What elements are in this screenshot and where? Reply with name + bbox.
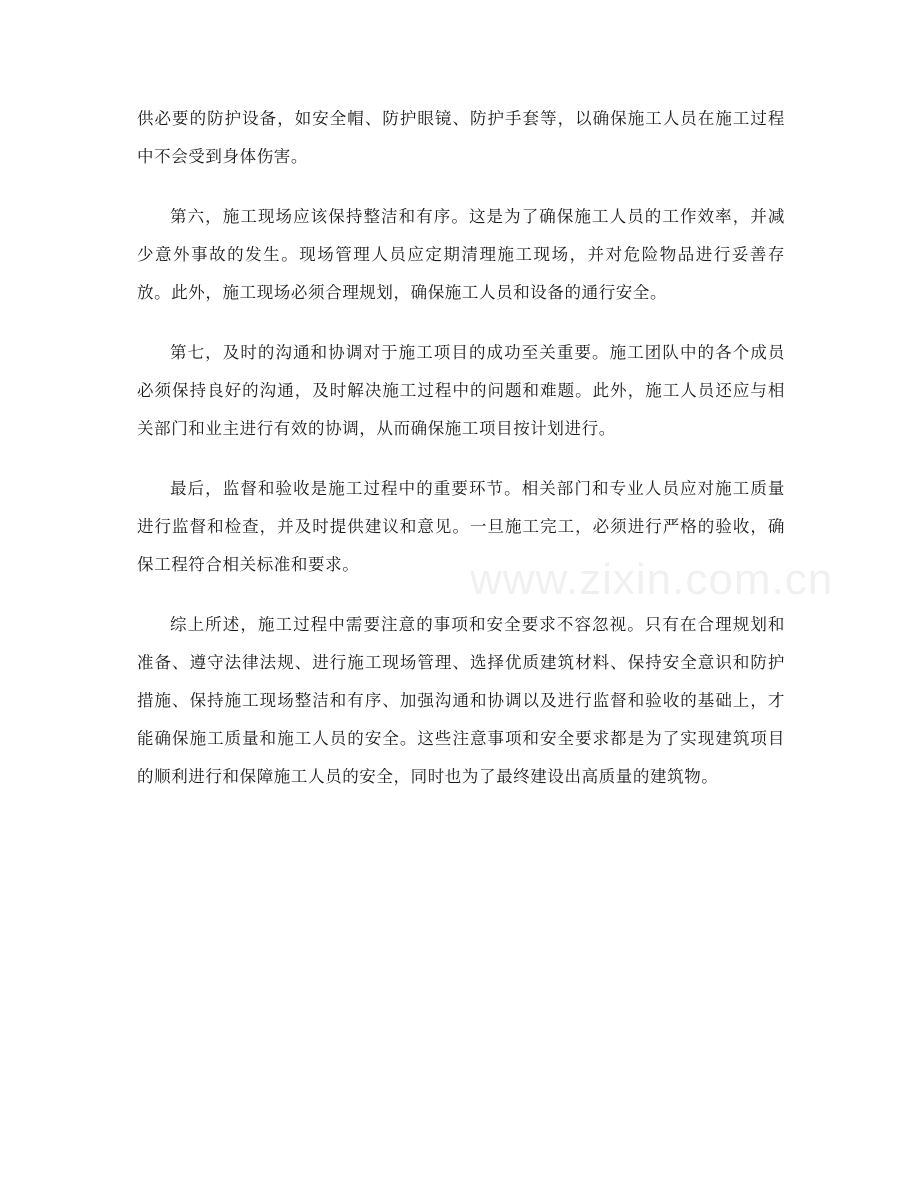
paragraph-summary: 综上所述，施工过程中需要注意的事项和安全要求不容忽视。只有在合理规划和准备、遵守法律法规、进行施工现场管理、选择优质建筑材料、保持安全意识和防护措施、保持施工现场整洁和有序、加强沟通和协调以及进行监督和验收的基础上，才能确保施工质量和施工人员的安全。这些注意事项和安全要求都是为了实现建筑项目的顺利进行和保障施工人员的安全，同时也为了最终建设出高质量的建筑物。 <box>137 615 785 786</box>
paragraph-continuation: 供必要的防护设备，如安全帽、防护眼镜、防护手套等，以确保施工人员在施工过程中不会受到身体伤害。 <box>137 109 785 166</box>
paragraph-finally: 最后，监督和验收是施工过程中的重要环节。相关部门和专业人员应对施工质量进行监督和检查，并及时提供建议和意见。一旦施工完工，必须进行严格的验收，确保工程符合相关标准和要求。 <box>137 479 785 574</box>
paragraph-sixth: 第六，施工现场应该保持整洁和有序。这是为了确保施工人员的工作效率，并减少意外事故的发生。现场管理人员应定期清理施工现场，并对危险物品进行妥善存放。此外，施工现场必须合理规划，确保施工人员和设备的通行安全。 <box>137 207 785 302</box>
watermark: www.zixin.com.cn <box>470 555 834 604</box>
document-body <box>137 100 785 818</box>
paragraph-seventh: 第七，及时的沟通和协调对于施工项目的成功至关重要。施工团队中的各个成员必须保持良好的沟通，及时解决施工过程中的问题和难题。此外，施工人员还应与相关部门和业主进行有效的协调，从而确保施工项目按计划进行。 <box>137 343 785 438</box>
